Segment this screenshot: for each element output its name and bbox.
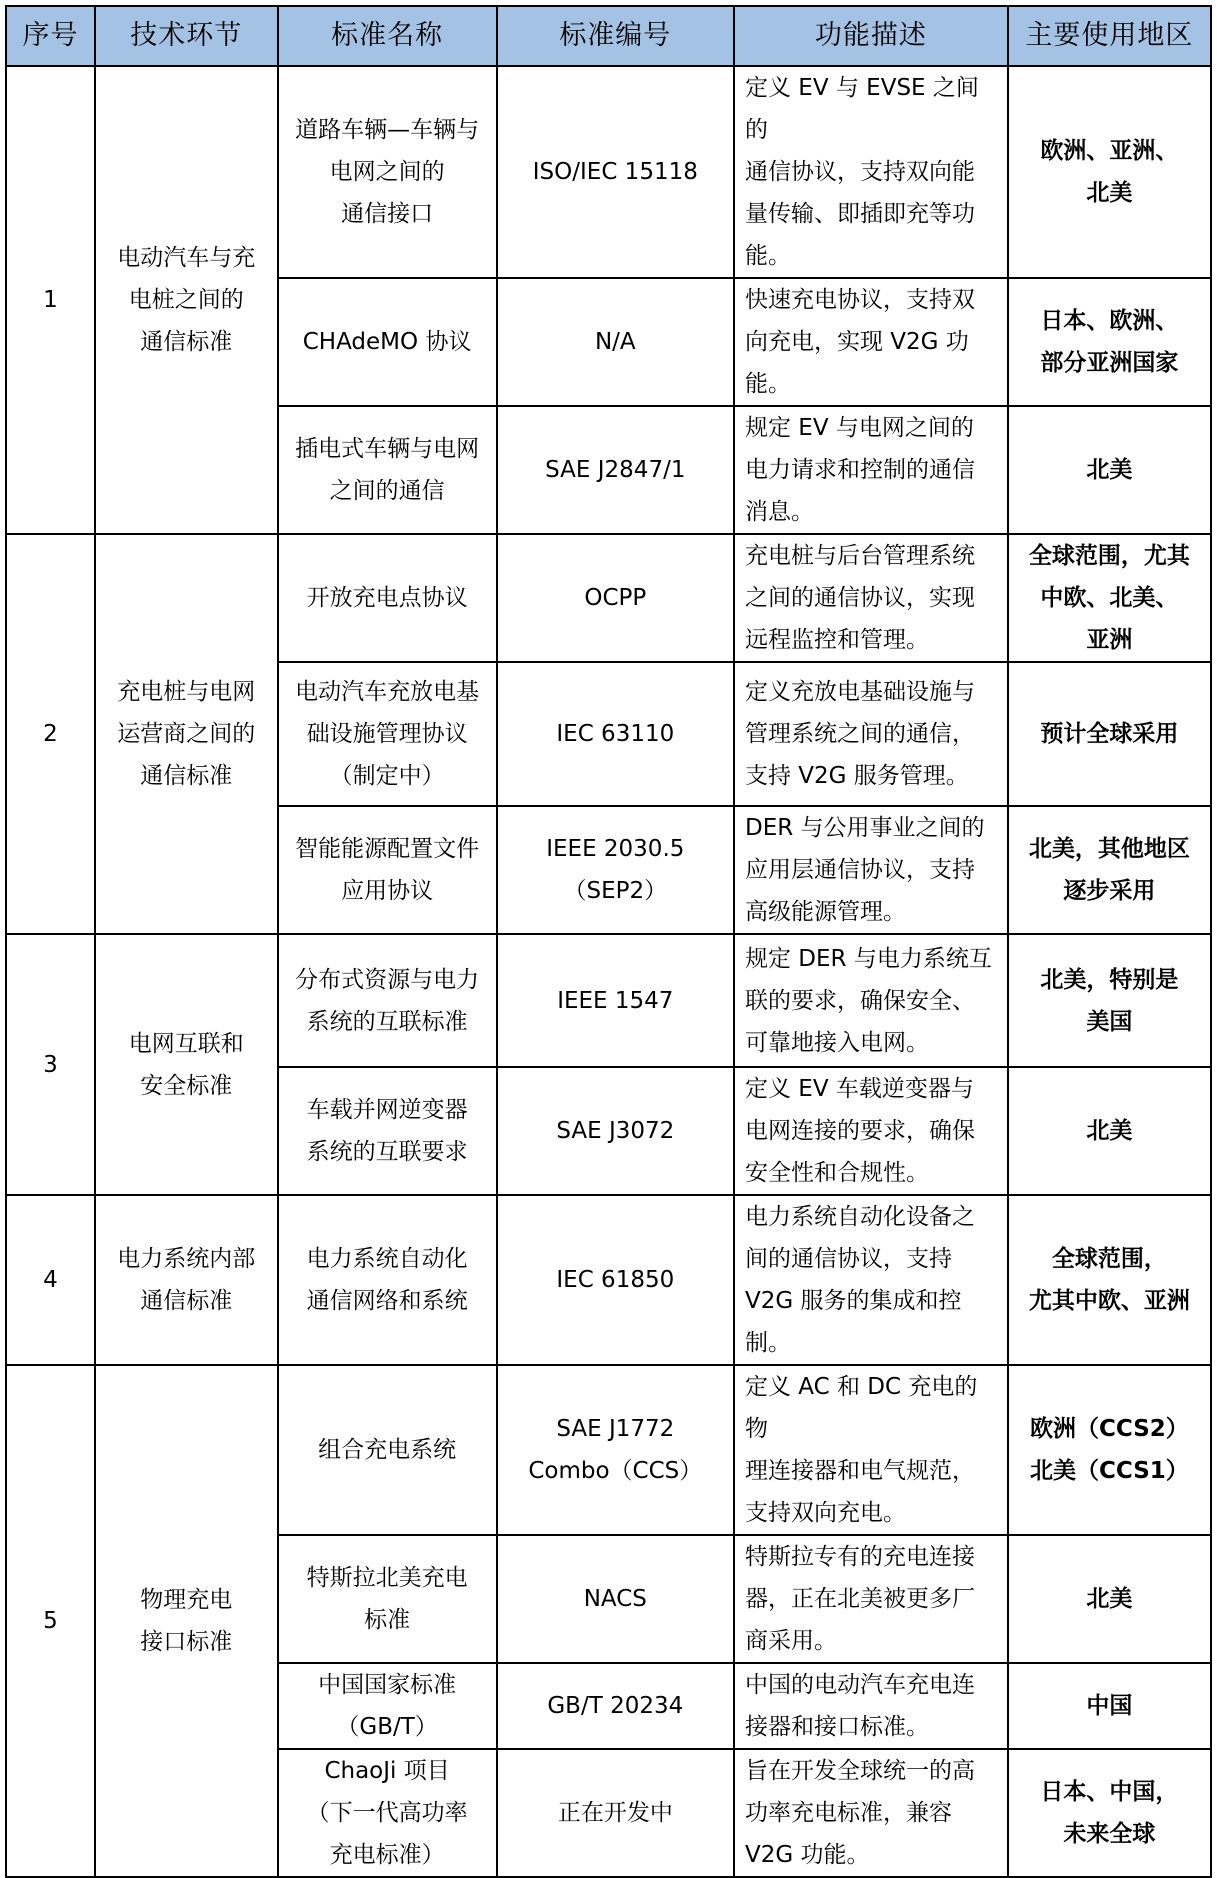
table-row xyxy=(6,934,1211,1067)
standard-code: IEC 61850 xyxy=(497,1195,734,1365)
header-index: 序号 xyxy=(6,6,95,66)
standard-description: 规定 EV 与电网之间的 电力请求和控制的通信 消息。 xyxy=(734,406,1008,534)
standard-name: 电力系统自动化 通信网络和系统 xyxy=(278,1195,497,1365)
standard-region: 日本、欧洲、 部分亚洲国家 xyxy=(1008,278,1211,406)
standard-name: 中国国家标准 （GB/T） xyxy=(278,1663,497,1749)
standard-region: 全球范围， 尤其中欧、亚洲 xyxy=(1008,1195,1211,1365)
table-row xyxy=(6,66,1211,278)
table-row xyxy=(6,1195,1211,1365)
standard-name: 智能能源配置文件 应用协议 xyxy=(278,806,497,934)
standard-code: SAE J1772 Combo（CCS） xyxy=(497,1365,734,1535)
group-index: 4 xyxy=(6,1195,95,1365)
header-standard-code: 标准编号 xyxy=(497,6,734,66)
standard-region: 北美 xyxy=(1008,406,1211,534)
standard-description: 中国的电动汽车充电连 接器和接口标准。 xyxy=(734,1663,1008,1749)
group-segment: 电力系统内部 通信标准 xyxy=(95,1195,278,1365)
standard-name: 开放充电点协议 xyxy=(278,534,497,662)
standard-description: 定义 EV 与 EVSE 之间的 通信协议，支持双向能 量传输、即插即充等功 能。 xyxy=(734,66,1008,278)
standard-name: 插电式车辆与电网 之间的通信 xyxy=(278,406,497,534)
standard-name: 道路车辆—车辆与 电网之间的 通信接口 xyxy=(278,66,497,278)
standard-region: 欧洲、亚洲、 北美 xyxy=(1008,66,1211,278)
header-description: 功能描述 xyxy=(734,6,1008,66)
standard-name: 特斯拉北美充电 标准 xyxy=(278,1535,497,1663)
group-index: 3 xyxy=(6,934,95,1195)
standard-description: DER 与公用事业之间的 应用层通信协议，支持 高级能源管理。 xyxy=(734,806,1008,934)
table-row xyxy=(6,1365,1211,1535)
standard-code: ISO/IEC 15118 xyxy=(497,66,734,278)
standard-description: 快速充电协议，支持双 向充电，实现 V2G 功 能。 xyxy=(734,278,1008,406)
standard-region: 全球范围，尤其 中欧、北美、 亚洲 xyxy=(1008,534,1211,662)
header-standard-name: 标准名称 xyxy=(278,6,497,66)
group-segment: 物理充电 接口标准 xyxy=(95,1365,278,1877)
group-index: 2 xyxy=(6,534,95,934)
standard-code: GB/T 20234 xyxy=(497,1663,734,1749)
standard-name: 电动汽车充放电基 础设施管理协议 （制定中） xyxy=(278,662,497,806)
standard-code: OCPP xyxy=(497,534,734,662)
standard-description: 规定 DER 与电力系统互 联的要求，确保安全、 可靠地接入电网。 xyxy=(734,934,1008,1067)
standard-region: 中国 xyxy=(1008,1663,1211,1749)
standard-description: 定义 EV 车载逆变器与 电网连接的要求，确保 安全性和合规性。 xyxy=(734,1067,1008,1195)
standard-code: IEC 63110 xyxy=(497,662,734,806)
standard-description: 定义 AC 和 DC 充电的物 理连接器和电气规范， 支持双向充电。 xyxy=(734,1365,1008,1535)
table-row xyxy=(6,534,1211,662)
standard-code: SAE J3072 xyxy=(497,1067,734,1195)
standard-name: CHAdeMO 协议 xyxy=(278,278,497,406)
standard-code: NACS xyxy=(497,1535,734,1663)
group-segment: 充电桩与电网 运营商之间的 通信标准 xyxy=(95,534,278,934)
standard-description: 电力系统自动化设备之 间的通信协议，支持 V2G 服务的集成和控 制。 xyxy=(734,1195,1008,1365)
standard-region: 北美 xyxy=(1008,1535,1211,1663)
standard-name: ChaoJi 项目 （下一代高功率 充电标准） xyxy=(278,1749,497,1877)
standard-region: 日本、中国， 未来全球 xyxy=(1008,1749,1211,1877)
standard-name: 组合充电系统 xyxy=(278,1365,497,1535)
standard-code: 正在开发中 xyxy=(497,1749,734,1877)
group-segment: 电网互联和 安全标准 xyxy=(95,934,278,1195)
standard-region: 北美 xyxy=(1008,1067,1211,1195)
standard-description: 定义充放电基础设施与 管理系统之间的通信， 支持 V2G 服务管理。 xyxy=(734,662,1008,806)
standard-region: 欧洲（CCS2） 北美（CCS1） xyxy=(1008,1365,1211,1535)
standard-code: IEEE 2030.5 （SEP2） xyxy=(497,806,734,934)
group-segment: 电动汽车与充 电桩之间的 通信标准 xyxy=(95,66,278,534)
header-segment: 技术环节 xyxy=(95,6,278,66)
standard-region: 北美，其他地区 逐步采用 xyxy=(1008,806,1211,934)
group-index: 5 xyxy=(6,1365,95,1877)
standards-table xyxy=(5,5,1212,1878)
standard-description: 充电桩与后台管理系统 之间的通信协议，实现 远程监控和管理。 xyxy=(734,534,1008,662)
header-row xyxy=(6,6,1211,66)
standard-description: 特斯拉专有的充电连接 器，正在北美被更多厂 商采用。 xyxy=(734,1535,1008,1663)
standard-region: 北美，特别是 美国 xyxy=(1008,934,1211,1067)
standard-code: SAE J2847/1 xyxy=(497,406,734,534)
group-index: 1 xyxy=(6,66,95,534)
standard-code: IEEE 1547 xyxy=(497,934,734,1067)
standard-description: 旨在开发全球统一的高 功率充电标准，兼容 V2G 功能。 xyxy=(734,1749,1008,1877)
header-region: 主要使用地区 xyxy=(1008,6,1211,66)
standard-region: 预计全球采用 xyxy=(1008,662,1211,806)
standard-code: N/A xyxy=(497,278,734,406)
standard-name: 分布式资源与电力 系统的互联标准 xyxy=(278,934,497,1067)
standard-name: 车载并网逆变器 系统的互联要求 xyxy=(278,1067,497,1195)
